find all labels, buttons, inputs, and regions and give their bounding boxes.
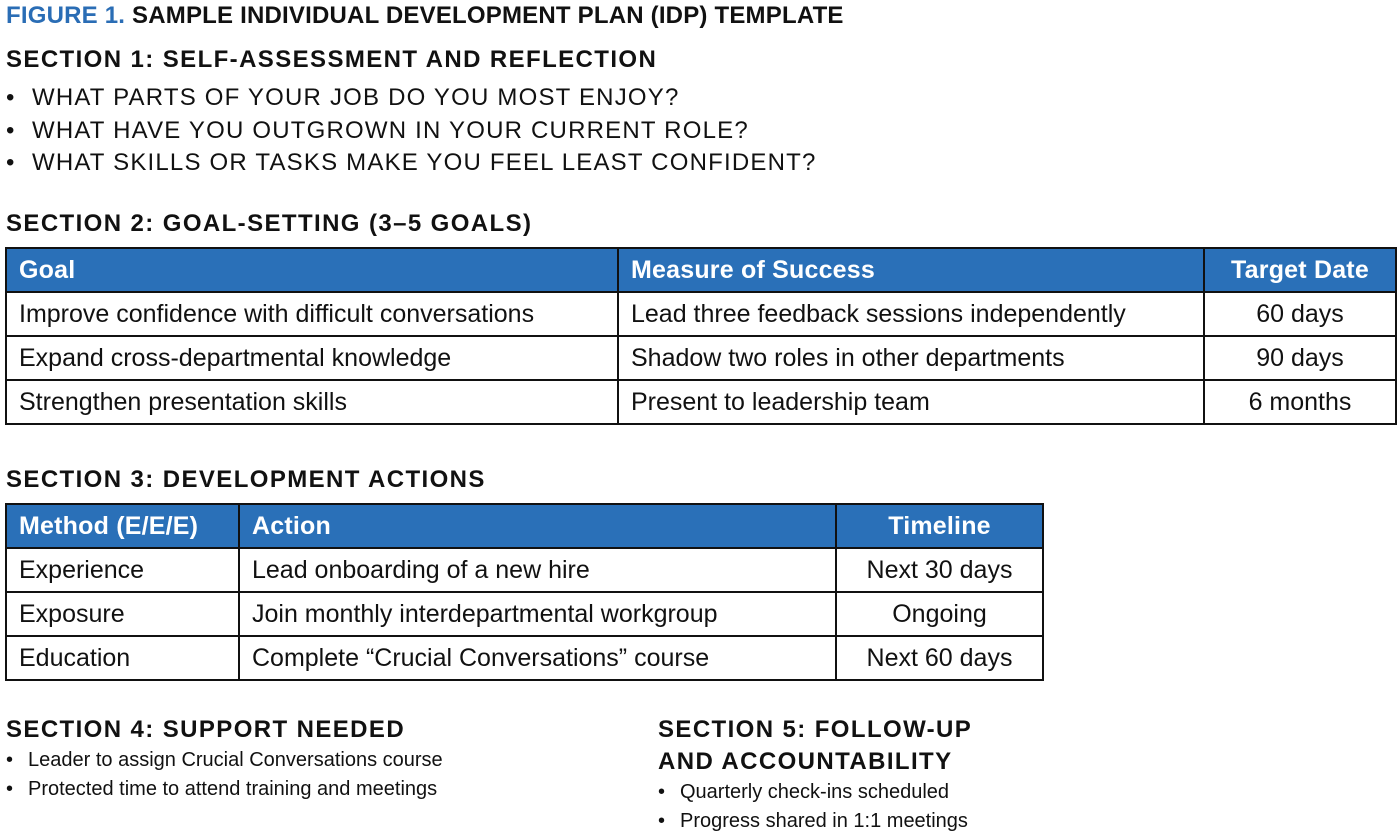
section-1-heading: SECTION 1: SELF-ASSESSMENT AND REFLECTION: [6, 46, 658, 73]
bullet-icon: •: [658, 810, 666, 832]
reflection-question-list: [6, 82, 817, 180]
bullet-icon: •: [6, 778, 14, 800]
list-item: [658, 807, 968, 836]
action-cell: Lead onboarding of a new hire: [239, 548, 836, 592]
section-3-heading: SECTION 3: DEVELOPMENT ACTIONS: [6, 466, 486, 493]
method-cell: Experience: [6, 548, 239, 592]
table-row: [6, 292, 1396, 336]
reflection-question-text: WHAT HAVE YOU OUTGROWN IN YOUR CURRENT ROLE?: [32, 116, 749, 144]
reflection-question: [6, 115, 817, 148]
column-header-target-date: Target Date: [1204, 248, 1396, 292]
support-item-text: Leader to assign Crucial Conversations course: [28, 749, 443, 771]
column-header-measure: Measure of Success: [618, 248, 1204, 292]
goal-table-header: [6, 248, 1396, 292]
method-cell: Exposure: [6, 592, 239, 636]
list-item: [6, 746, 443, 775]
timeline-cell: Next 30 days: [836, 548, 1043, 592]
support-needed-list: [6, 746, 443, 804]
goal-table: [5, 247, 1397, 425]
column-header-timeline: Timeline: [836, 504, 1043, 548]
table-row: [6, 636, 1043, 680]
goal-cell: Strengthen presentation skills: [6, 380, 618, 424]
section-5-heading-line-2: AND ACCOUNTABILITY: [658, 748, 953, 775]
reflection-question-text: WHAT SKILLS OR TASKS MAKE YOU FEEL LEAST CONFIDENT?: [32, 149, 817, 176]
section-4-heading: SECTION 4: SUPPORT NEEDED: [6, 716, 406, 743]
bullet-icon: •: [6, 116, 16, 144]
follow-up-item-text: Quarterly check-ins scheduled: [680, 781, 950, 803]
measure-cell: Present to leadership team: [618, 380, 1204, 424]
method-cell: Education: [6, 636, 239, 680]
goal-cell: Expand cross-departmental knowledge: [6, 336, 618, 380]
figure-title: [6, 2, 844, 30]
table-row: [6, 380, 1396, 424]
column-header-action: Action: [239, 504, 836, 548]
target-date-cell: 90 days: [1204, 336, 1396, 380]
list-item: [658, 778, 968, 807]
reflection-question: [6, 82, 817, 115]
measure-cell: Lead three feedback sessions independently: [618, 292, 1204, 336]
list-item: [6, 775, 443, 804]
bullet-icon: •: [6, 749, 14, 771]
figure-title-text: SAMPLE INDIVIDUAL DEVELOPMENT PLAN (IDP) TEMPLATE: [132, 2, 844, 29]
target-date-cell: 6 months: [1204, 380, 1396, 424]
timeline-cell: Next 60 days: [836, 636, 1043, 680]
column-header-method: Method (E/E/E): [6, 504, 239, 548]
actions-table-header: [6, 504, 1043, 548]
goal-cell: Improve confidence with difficult conversations: [6, 292, 618, 336]
table-row: [6, 548, 1043, 592]
reflection-question-text: WHAT PARTS OF YOUR JOB DO YOU MOST ENJOY?: [32, 84, 680, 111]
bullet-icon: •: [6, 149, 16, 176]
section-2-heading: SECTION 2: GOAL-SETTING (3–5 GOALS): [6, 210, 533, 237]
action-cell: Complete “Crucial Conversations” course: [239, 636, 836, 680]
follow-up-list: [658, 778, 968, 836]
bullet-icon: •: [6, 84, 16, 111]
table-row: [6, 592, 1043, 636]
support-item-text: Protected time to attend training and meetings: [28, 778, 438, 800]
development-actions-table: [5, 503, 1044, 681]
section-5-heading-line-1: SECTION 5: FOLLOW-UP: [658, 716, 973, 743]
action-cell: Join monthly interdepartmental workgroup: [239, 592, 836, 636]
figure-label: FIGURE 1.: [6, 2, 126, 29]
column-header-goal: Goal: [6, 248, 618, 292]
target-date-cell: 60 days: [1204, 292, 1396, 336]
follow-up-item-text: Progress shared in 1:1 meetings: [680, 810, 968, 832]
bullet-icon: •: [658, 781, 666, 803]
table-row: [6, 336, 1396, 380]
reflection-question: [6, 147, 817, 180]
timeline-cell: Ongoing: [836, 592, 1043, 636]
measure-cell: Shadow two roles in other departments: [618, 336, 1204, 380]
